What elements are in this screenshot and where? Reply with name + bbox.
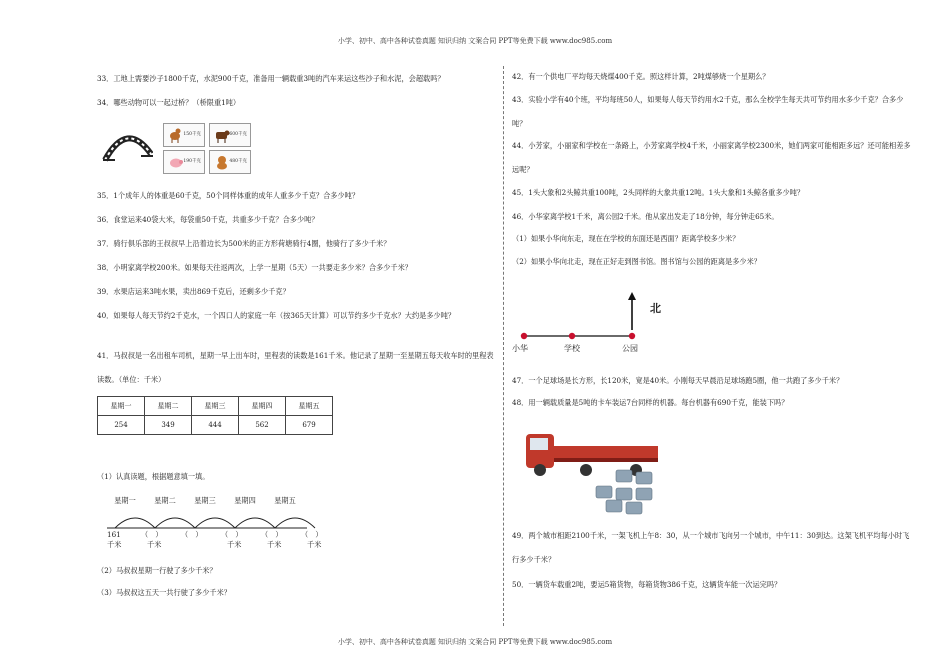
table-cell: 562 — [239, 416, 286, 435]
bridge-illustration — [101, 124, 153, 166]
question-49: 49．两个城市相距2100千米，一架飞机上午8：30，从一个城市飞向另一个城市，中午11：30到达。这架飞机平均每小时飞行多少千米？ — [512, 531, 910, 564]
day-label: 星期四 — [234, 496, 256, 505]
answer-blank: （ ） — [181, 530, 203, 539]
question-45: 45．1头大象和2头鲸共重100吨，2头同样的大象共重12吨。1头大象和1头鲸各重多少吨？ — [512, 188, 805, 197]
day-label: 星期一 — [114, 496, 136, 505]
table-header-cell: 星期二 — [145, 397, 192, 416]
unit-label: 千米 — [307, 540, 322, 549]
route-map-lines — [512, 290, 692, 350]
question-46-2: （2）如果小华向北走，现在正好走到图书馆。图书馆与公园的距离是多少米？ — [512, 257, 761, 266]
animal-pig — [163, 150, 205, 174]
question-36: 36．食堂运来40袋大米，每袋重50千克，共重多少千克？合多少吨？ — [97, 215, 319, 224]
question-37: 37．骑行俱乐部的王叔叔早上沿着边长为500米的正方形荷塘骑行4圈，他骑行了多少千米？ — [97, 239, 391, 248]
day-label: 星期五 — [274, 496, 296, 505]
table-header-cell: 星期一 — [98, 397, 145, 416]
unit-label: 千米 — [267, 540, 282, 549]
question-46-1: （1）如果小华向东走，现在在学校的东面还是西面？距离学校多少米？ — [512, 234, 740, 243]
question-46: 46．小华家离学校1千米，离公园2千米。他从家出发走了18分钟，每分钟走65米。 — [512, 212, 779, 221]
animal-weight-label: 190千克 — [183, 159, 201, 164]
table-row — [98, 416, 333, 435]
north-label: 北 — [650, 302, 661, 315]
question-34: 34．哪些动物可以一起过桥？（桥限重1吨） — [97, 98, 241, 107]
animal-cow — [209, 123, 251, 147]
page-footer: 小学、初中、高中各种试卷真题 知识归纳 文案合同 PPT等免费下载 www.doc985.com — [337, 638, 613, 646]
table-header-row — [98, 397, 333, 416]
answer-blank: （ ） — [141, 530, 163, 539]
animal-weight-label: 600千克 — [229, 132, 247, 137]
day-label: 星期二 — [154, 496, 176, 505]
answer-blank: （ ） — [221, 530, 243, 539]
day-label: 星期三 — [194, 496, 216, 505]
odometer-table — [97, 396, 333, 435]
question-38: 38．小明家离学校200米。如果每天往返两次，上学一星期（5天）一共要走多少米？合多少千米？ — [97, 263, 412, 272]
point-label: 公园 — [622, 344, 638, 353]
table-header-cell: 星期五 — [286, 397, 333, 416]
table-header-cell: 星期三 — [192, 397, 239, 416]
column-divider — [503, 66, 504, 626]
table-header-cell: 星期四 — [239, 397, 286, 416]
animal-deer — [163, 123, 205, 147]
question-39: 39．水果店运来3吨水果，卖出869千克后，还剩多少千克？ — [97, 287, 290, 296]
unit-label: 千米 — [227, 540, 242, 549]
page-header: 小学、初中、高中各种试卷真题 知识归纳 文案合同 PPT等免费下载 www.doc985.com — [337, 37, 613, 45]
question-42: 42．有一个供电厂平均每天烧煤400千克。照这样计算，2吨煤够烧一个星期么？ — [512, 72, 770, 81]
truck-illustration — [524, 426, 664, 516]
mileage-diagram — [97, 492, 337, 552]
question-47: 47．一个足球场是长方形，长120米，宽是40米。小刚每天早晨沿足球场跑5圈，他一共跑了多少千米？ — [512, 376, 844, 385]
table-cell: 254 — [98, 416, 145, 435]
question-48: 48．用一辆载质量是5吨的卡车装运7台同样的机器。每台机器有690千克，能装下吗？ — [512, 398, 789, 407]
point-label: 学校 — [564, 344, 580, 353]
question-41-3: （3）马叔叔这五天一共行驶了多少千米？ — [97, 588, 231, 597]
question-41: 41．马叔叔是一名出租车司机，星期一早上出车时，里程表的读数是161千米。他记录了星期一至星期五每天收车时的里程表读数。（单位：千米） — [97, 351, 494, 384]
animal-dog — [209, 150, 251, 174]
point-label: 小华 — [512, 344, 528, 353]
question-33: 33．工地上需要沙子1800千克，水泥900千克，准备用一辆载重3吨的汽车来运这些沙子和水泥，会超载吗？ — [97, 74, 445, 83]
route-map — [512, 290, 692, 360]
table-cell: 444 — [192, 416, 239, 435]
question-41-2: （2）马叔叔星期一行驶了多少千米？ — [97, 566, 217, 575]
table-cell: 679 — [286, 416, 333, 435]
question-44: 44．小芳家，小丽家和学校在一条路上，小芳家离学校4千米，小丽家离学校2300米，她们两家可能相距多远？还可能相差多远呢？ — [512, 141, 911, 174]
question-50: 50．一辆货车载重2吨，要运5箱货物，每箱货物386千克，这辆货车能一次运完吗？ — [512, 580, 782, 589]
table-cell: 349 — [145, 416, 192, 435]
question-43: 43．实验小学有40个班，平均每班50人，如果每人每天节约用水2千克，那么全校学生每天共可节约用水多少千克？合多少吨？ — [512, 95, 904, 128]
answer-blank: （ ） — [301, 530, 323, 539]
animal-weight-label: 480千克 — [229, 159, 247, 164]
question-41-1: （1）认真读题，根据题意填一填。 — [97, 472, 210, 481]
answer-blank: （ ） — [261, 530, 283, 539]
question-35: 35．1个成年人的体重是60千克，50个同样体重的成年人重多少千克？合多少吨？ — [97, 191, 360, 200]
unit-label: 千米 — [107, 540, 122, 549]
unit-label: 千米 — [147, 540, 162, 549]
question-40: 40．如果每人每天节约2千克水，一个四口人的家庭一年（按365天计算）可以节约多少千克水？大约是多少吨？ — [97, 311, 456, 320]
animal-weight-label: 150千克 — [183, 132, 201, 137]
start-value: 161 — [107, 530, 121, 539]
